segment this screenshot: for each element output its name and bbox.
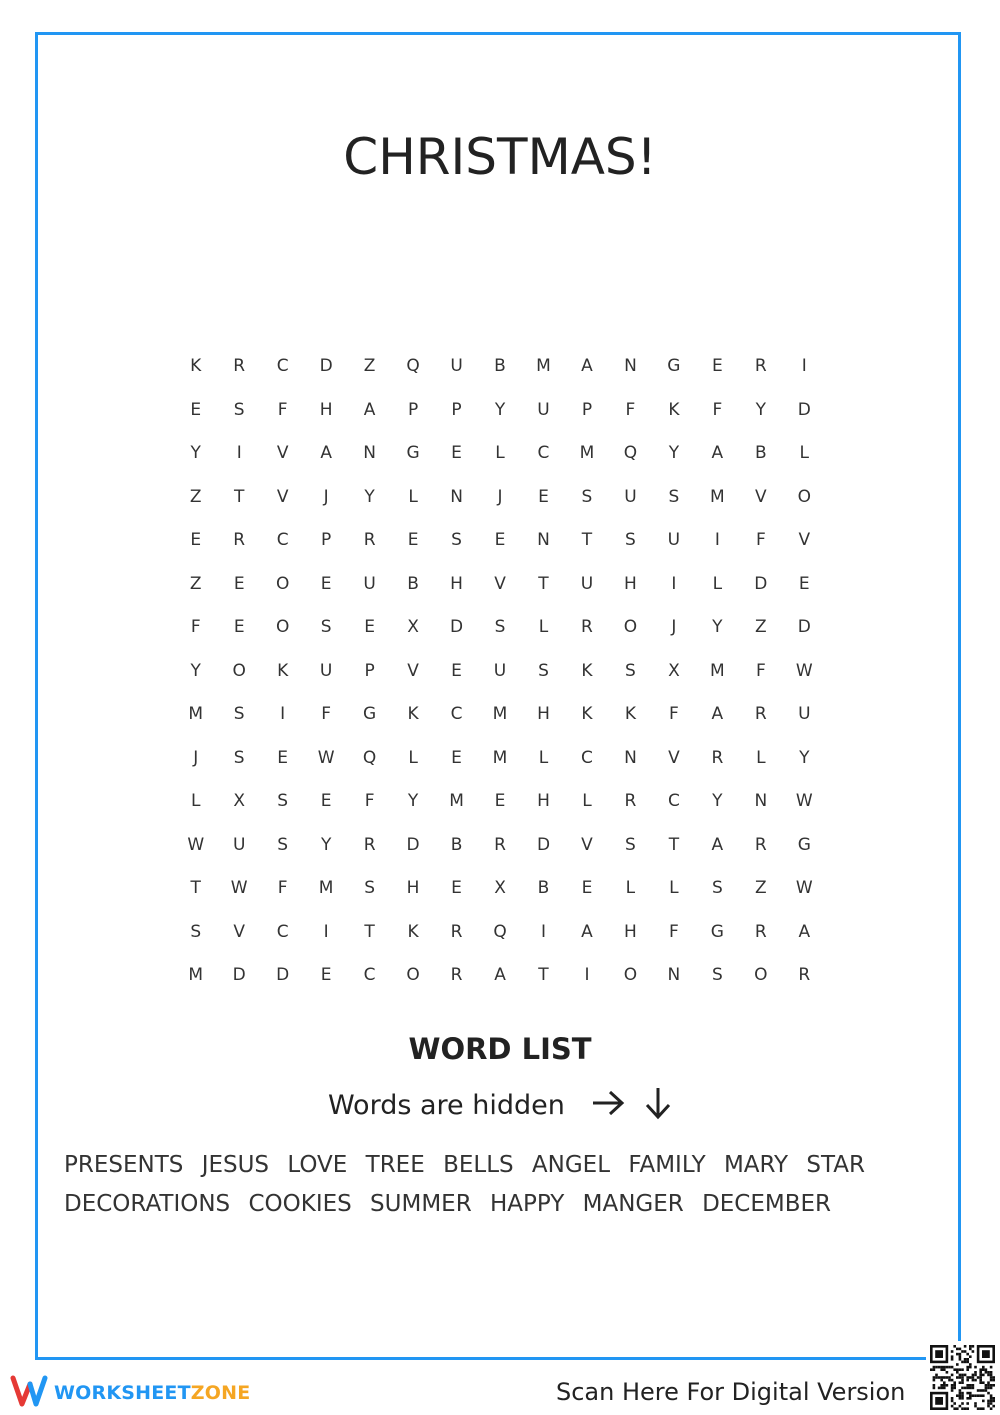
grid-letter[interactable]: L: [799, 443, 810, 463]
word-list-item: LOVE: [287, 1152, 348, 1178]
grid-letter[interactable]: F: [625, 399, 636, 420]
grid-letter[interactable]: R: [754, 704, 767, 724]
word-list-item: STAR: [806, 1152, 865, 1178]
grid-letter[interactable]: D: [797, 399, 811, 420]
grid-letter[interactable]: O: [797, 486, 811, 507]
grid-letter[interactable]: R: [624, 791, 637, 811]
grid-letter[interactable]: V: [668, 747, 680, 768]
grid-letter[interactable]: Z: [189, 486, 202, 507]
grid-letter[interactable]: U: [537, 399, 550, 420]
grid-letter[interactable]: Z: [755, 617, 767, 637]
grid-letter[interactable]: E: [277, 747, 289, 768]
grid-letter[interactable]: A: [711, 704, 724, 724]
grid-letter[interactable]: O: [275, 617, 290, 637]
grid-letter[interactable]: M: [492, 704, 508, 724]
grid-letter[interactable]: R: [494, 834, 506, 855]
grid-letter[interactable]: K: [277, 660, 289, 681]
grid-letter[interactable]: D: [797, 617, 811, 637]
word-list-heading: WORD LIST: [408, 1032, 592, 1066]
grid-letter[interactable]: M: [318, 878, 334, 898]
grid-letter[interactable]: E: [451, 660, 462, 681]
grid-letter[interactable]: H: [624, 921, 637, 942]
grid-letter[interactable]: K: [190, 356, 202, 376]
grid-letter[interactable]: E: [407, 530, 419, 550]
grid-letter[interactable]: E: [364, 617, 375, 637]
grid-letter[interactable]: S: [625, 834, 636, 855]
grid-letter[interactable]: E: [320, 573, 332, 594]
grid-letter[interactable]: F: [755, 660, 766, 681]
grid-letter[interactable]: Y: [799, 747, 810, 768]
grid-letter[interactable]: B: [407, 573, 419, 594]
page-title: CHRISTMAS!: [343, 128, 657, 186]
grid-letter[interactable]: S: [233, 399, 245, 420]
grid-letter[interactable]: S: [233, 747, 245, 768]
grid-letter[interactable]: O: [623, 617, 638, 637]
grid-letter[interactable]: O: [232, 660, 246, 681]
grid-row: [174, 824, 826, 868]
word-list-item: BELLS: [443, 1152, 514, 1178]
grid-letter[interactable]: G: [797, 834, 811, 855]
grid-letter[interactable]: Y: [494, 399, 506, 420]
word-list-note-text: Words are hidden: [327, 1090, 565, 1121]
grid-letter[interactable]: S: [451, 530, 462, 550]
grid-letter[interactable]: R: [581, 617, 593, 637]
grid-letter[interactable]: F: [321, 704, 332, 724]
grid-letter[interactable]: D: [754, 573, 768, 594]
grid-letter[interactable]: A: [581, 921, 593, 942]
grid-letter[interactable]: A: [581, 356, 593, 376]
grid-letter[interactable]: I: [714, 530, 720, 550]
grid-letter[interactable]: G: [363, 704, 377, 724]
grid-letter[interactable]: F: [669, 704, 679, 724]
grid-letter[interactable]: I: [540, 921, 546, 942]
word-list-item: FAMILY: [628, 1152, 706, 1178]
grid-letter[interactable]: L: [756, 747, 766, 768]
grid-letter[interactable]: I: [584, 965, 590, 985]
grid-letter[interactable]: Q: [362, 747, 377, 768]
grid-letter[interactable]: K: [407, 704, 419, 724]
grid-letter[interactable]: D: [276, 965, 290, 985]
grid-letter[interactable]: O: [406, 965, 420, 985]
grid-letter[interactable]: T: [538, 965, 549, 985]
grid-letter[interactable]: Z: [189, 573, 202, 594]
grid-letter[interactable]: P: [321, 530, 332, 550]
grid-letter[interactable]: A: [494, 965, 506, 985]
grid-letter[interactable]: H: [624, 573, 637, 594]
grid-letter[interactable]: T: [538, 573, 549, 594]
grid-row: [174, 519, 826, 563]
grid-letter[interactable]: D: [536, 834, 551, 855]
grid-letter[interactable]: S: [625, 660, 636, 681]
grid-row: [174, 563, 826, 607]
grid-letter[interactable]: F: [712, 399, 723, 420]
scan-instruction: Scan Here For Digital Version: [556, 1378, 906, 1406]
grid-letter[interactable]: U: [624, 486, 637, 507]
grid-letter[interactable]: F: [669, 921, 679, 942]
grid-letter[interactable]: O: [623, 965, 638, 985]
grid-letter[interactable]: E: [320, 791, 332, 811]
grid-letter[interactable]: R: [798, 965, 811, 985]
grid-letter[interactable]: D: [319, 356, 333, 376]
grid-letter[interactable]: K: [407, 921, 419, 942]
grid-letter[interactable]: R: [450, 921, 463, 942]
down-arrow-icon: [644, 1086, 672, 1127]
grid-row: [174, 650, 826, 694]
grid-letter[interactable]: I: [280, 704, 286, 724]
grid-letter[interactable]: X: [233, 791, 246, 811]
grid-letter[interactable]: S: [668, 486, 680, 507]
grid-letter[interactable]: M: [188, 965, 204, 985]
grid-letter[interactable]: Q: [623, 443, 638, 463]
grid-letter[interactable]: M: [710, 486, 725, 507]
word-list-item: TREE: [365, 1152, 425, 1178]
grid-letter[interactable]: S: [277, 791, 289, 811]
grid-letter[interactable]: D: [450, 617, 464, 637]
grid-letter[interactable]: P: [407, 399, 419, 420]
grid-letter[interactable]: E: [538, 486, 549, 507]
grid-letter[interactable]: W: [795, 791, 813, 811]
grid-letter[interactable]: W: [795, 878, 813, 898]
grid-letter[interactable]: L: [712, 573, 723, 594]
grid-letter[interactable]: W: [317, 747, 335, 768]
grid-letter[interactable]: V: [798, 530, 811, 550]
grid-letter[interactable]: Y: [668, 443, 680, 463]
grid-letter[interactable]: W: [187, 834, 205, 855]
grid-letter[interactable]: K: [581, 704, 593, 724]
grid-letter[interactable]: V: [407, 660, 419, 681]
grid-letter[interactable]: M: [710, 660, 725, 681]
grid-letter[interactable]: P: [364, 660, 375, 681]
grid-letter[interactable]: S: [364, 878, 375, 898]
grid-letter[interactable]: S: [711, 965, 723, 985]
grid-letter[interactable]: Q: [493, 921, 507, 942]
grid-letter[interactable]: W: [795, 660, 813, 681]
grid-letter[interactable]: S: [277, 834, 289, 855]
grid-letter[interactable]: E: [711, 356, 723, 376]
grid-letter[interactable]: E: [190, 530, 202, 550]
grid-letter[interactable]: F: [755, 530, 766, 550]
grid-letter[interactable]: V: [494, 573, 506, 594]
grid-letter[interactable]: M: [492, 747, 508, 768]
grid-letter[interactable]: K: [624, 704, 636, 724]
grid-letter[interactable]: N: [537, 530, 550, 550]
grid-letter[interactable]: L: [669, 878, 679, 898]
grid-letter[interactable]: G: [667, 356, 681, 376]
grid-letter[interactable]: I: [801, 356, 807, 376]
grid-letter[interactable]: L: [495, 443, 505, 463]
grid-letter[interactable]: R: [754, 834, 767, 855]
grid-letter[interactable]: M: [579, 443, 595, 463]
grid-letter[interactable]: S: [581, 486, 593, 507]
grid-letter[interactable]: L: [625, 878, 636, 898]
grid-letter[interactable]: A: [711, 834, 724, 855]
grid-letter[interactable]: F: [364, 791, 375, 811]
grid-letter[interactable]: U: [363, 573, 376, 594]
grid-letter[interactable]: A: [363, 399, 376, 420]
grid-letter[interactable]: L: [538, 617, 549, 637]
grid-letter[interactable]: H: [319, 399, 333, 420]
word-list-item: SUMMER: [370, 1191, 472, 1217]
grid-letter[interactable]: E: [451, 747, 462, 768]
grid-letter[interactable]: X: [494, 878, 506, 898]
grid-letter[interactable]: E: [233, 573, 245, 594]
grid-letter[interactable]: C: [537, 443, 550, 463]
grid-letter[interactable]: Y: [712, 791, 723, 811]
grid-letter[interactable]: K: [581, 660, 593, 681]
grid-letter[interactable]: Q: [406, 356, 420, 376]
grid-letter[interactable]: E: [494, 791, 506, 811]
grid-letter[interactable]: U: [580, 573, 594, 594]
grid-letter[interactable]: S: [190, 921, 202, 942]
grid-letter[interactable]: R: [363, 834, 376, 855]
grid-letter[interactable]: R: [711, 747, 724, 768]
grid-letter[interactable]: C: [276, 921, 289, 942]
grid-letter[interactable]: U: [798, 704, 811, 724]
grid-letter[interactable]: L: [190, 791, 201, 811]
grid-letter[interactable]: I: [323, 921, 329, 942]
grid-letter[interactable]: U: [493, 660, 507, 681]
grid-letter[interactable]: B: [494, 356, 506, 376]
grid-letter[interactable]: L: [408, 486, 418, 507]
grid-letter[interactable]: S: [538, 660, 549, 681]
grid-letter[interactable]: C: [450, 704, 463, 724]
logo-mark-icon: [10, 1374, 48, 1412]
grid-letter[interactable]: C: [276, 356, 289, 376]
grid-letter[interactable]: V: [276, 486, 289, 507]
grid-letter[interactable]: Y: [320, 834, 332, 855]
grid-letter[interactable]: O: [275, 573, 290, 594]
grid-letter[interactable]: F: [277, 399, 288, 420]
grid-letter[interactable]: Z: [755, 878, 767, 898]
grid-letter[interactable]: N: [624, 747, 637, 768]
grid-letter[interactable]: G: [710, 921, 724, 942]
grid-letter[interactable]: U: [667, 530, 681, 550]
grid-letter[interactable]: S: [625, 530, 636, 550]
grid-letter[interactable]: B: [450, 834, 463, 855]
grid-letter[interactable]: E: [190, 399, 202, 420]
word-list-item: COOKIES: [248, 1191, 352, 1217]
grid-letter[interactable]: V: [233, 921, 246, 942]
grid-letter[interactable]: K: [668, 399, 680, 420]
grid-letter[interactable]: E: [233, 617, 245, 637]
grid-letter[interactable]: L: [538, 747, 549, 768]
grid-letter[interactable]: G: [406, 443, 420, 463]
grid-letter[interactable]: N: [450, 486, 463, 507]
grid-letter[interactable]: V: [581, 834, 593, 855]
grid-row: [174, 476, 826, 520]
grid-letter[interactable]: S: [320, 617, 332, 637]
grid-letter[interactable]: R: [450, 965, 463, 985]
grid-letter[interactable]: J: [193, 747, 199, 768]
word-list-item: HAPPY: [490, 1191, 565, 1217]
grid-letter[interactable]: H: [537, 791, 550, 811]
worksheet-zone-logo[interactable]: [10, 1374, 250, 1412]
grid-letter[interactable]: M: [449, 791, 464, 811]
grid-letter[interactable]: L: [408, 747, 418, 768]
word-list-note: [0, 1086, 1000, 1127]
grid-letter[interactable]: I: [671, 573, 677, 594]
grid-letter[interactable]: A: [798, 921, 811, 942]
grid-letter[interactable]: E: [798, 573, 810, 594]
grid-row: [174, 867, 826, 911]
grid-letter[interactable]: C: [581, 747, 593, 768]
grid-letter[interactable]: M: [188, 704, 204, 724]
grid-letter[interactable]: N: [754, 791, 768, 811]
grid-letter[interactable]: Y: [364, 486, 375, 507]
word-list-item: PRESENTS: [64, 1152, 184, 1178]
grid-letter[interactable]: U: [232, 834, 246, 855]
grid-letter[interactable]: T: [364, 921, 375, 942]
grid-row: [174, 606, 826, 650]
grid-letter[interactable]: M: [536, 356, 551, 376]
grid-letter[interactable]: J: [671, 617, 677, 637]
grid-letter[interactable]: T: [234, 486, 245, 507]
grid-letter[interactable]: Z: [363, 356, 376, 376]
grid-letter[interactable]: P: [451, 399, 462, 420]
grid-letter[interactable]: T: [190, 878, 201, 898]
grid-row: [174, 432, 826, 476]
grid-letter[interactable]: Y: [190, 443, 201, 463]
grid-letter[interactable]: F: [190, 617, 201, 637]
grid-letter[interactable]: E: [320, 965, 332, 985]
grid-row: [174, 954, 826, 998]
grid-letter[interactable]: E: [494, 530, 506, 550]
grid-letter[interactable]: X: [668, 660, 680, 681]
grid-row: [174, 737, 826, 781]
grid-letter[interactable]: L: [582, 791, 592, 811]
grid-letter[interactable]: Y: [190, 660, 201, 681]
grid-letter[interactable]: E: [581, 878, 593, 898]
grid-letter[interactable]: Y: [407, 791, 419, 811]
qr-code-icon[interactable]: [926, 1341, 996, 1411]
word-list-item: DECORATIONS: [64, 1191, 231, 1217]
grid-letter[interactable]: T: [668, 834, 680, 855]
grid-letter[interactable]: N: [624, 356, 637, 376]
grid-letter[interactable]: C: [667, 791, 680, 811]
grid-letter[interactable]: N: [667, 965, 681, 985]
logo-text-worksheet: WORKSHEET: [54, 1382, 191, 1404]
grid-letter[interactable]: O: [754, 965, 768, 985]
grid-letter[interactable]: T: [581, 530, 593, 550]
grid-letter[interactable]: N: [363, 443, 376, 463]
logo-text: [54, 1382, 250, 1404]
grid-letter[interactable]: R: [754, 921, 767, 942]
grid-letter[interactable]: C: [363, 965, 376, 985]
grid-letter[interactable]: R: [754, 356, 767, 376]
grid-letter[interactable]: Y: [755, 399, 767, 420]
grid-letter[interactable]: R: [233, 530, 246, 550]
grid-letter[interactable]: B: [754, 443, 767, 463]
grid-letter[interactable]: J: [323, 486, 329, 507]
right-arrow-icon: [591, 1089, 625, 1124]
grid-letter[interactable]: A: [711, 443, 724, 463]
grid-letter[interactable]: H: [406, 878, 420, 898]
word-list: [64, 1146, 914, 1224]
grid-letter[interactable]: P: [581, 399, 593, 420]
grid-letter[interactable]: F: [277, 878, 288, 898]
grid-row: [174, 780, 826, 824]
grid-letter[interactable]: U: [319, 660, 333, 681]
grid-letter[interactable]: H: [537, 704, 550, 724]
grid-letter[interactable]: V: [755, 486, 767, 507]
grid-letter[interactable]: X: [407, 617, 419, 637]
grid-letter[interactable]: R: [363, 530, 376, 550]
grid-row: [174, 345, 826, 389]
grid-letter[interactable]: I: [236, 443, 242, 463]
word-list-item: DECEMBER: [702, 1191, 832, 1217]
grid-letter[interactable]: Y: [712, 617, 723, 637]
grid-letter[interactable]: V: [276, 443, 289, 463]
grid-letter[interactable]: J: [497, 486, 503, 507]
grid-letter[interactable]: E: [451, 878, 462, 898]
grid-letter[interactable]: D: [406, 834, 420, 855]
word-list-item: MARY: [723, 1152, 789, 1178]
grid-letter[interactable]: A: [320, 443, 332, 463]
grid-letter[interactable]: D: [232, 965, 246, 985]
grid-letter[interactable]: S: [494, 617, 506, 637]
grid-letter[interactable]: R: [233, 356, 246, 376]
logo-text-zone: ZONE: [190, 1382, 251, 1404]
word-list-item: MANGER: [582, 1191, 684, 1217]
word-list-item: ANGEL: [531, 1152, 611, 1178]
grid-row: [174, 911, 826, 955]
grid-letter[interactable]: H: [450, 573, 463, 594]
grid-row: [174, 389, 826, 433]
grid-letter[interactable]: B: [537, 878, 550, 898]
grid-letter[interactable]: S: [233, 704, 245, 724]
grid-letter[interactable]: C: [276, 530, 289, 550]
grid-letter[interactable]: W: [230, 878, 248, 898]
word-list-item: JESUS: [201, 1152, 270, 1178]
grid-letter[interactable]: U: [450, 356, 463, 376]
grid-letter[interactable]: S: [711, 878, 723, 898]
grid-letter[interactable]: E: [451, 443, 462, 463]
grid-row: [174, 693, 826, 737]
word-search-grid: [174, 345, 826, 998]
